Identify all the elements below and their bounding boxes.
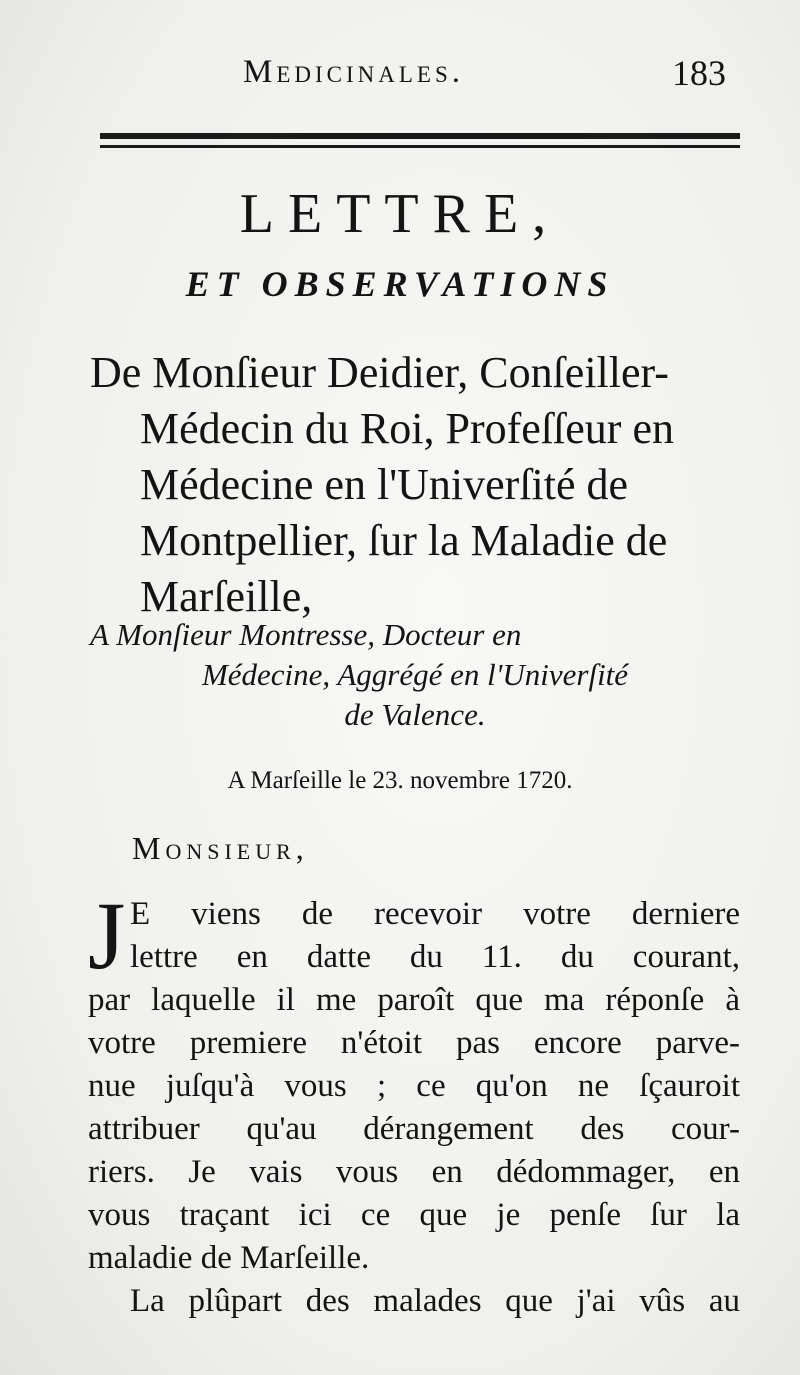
salutation: Monsieur, (132, 830, 309, 866)
running-head: Medicinales. (243, 54, 465, 90)
recipient-line: A Monſieur Montresse, Docteur en (90, 617, 522, 652)
header-rule-thick (100, 133, 740, 139)
author-block (90, 345, 740, 625)
letter-body (88, 882, 740, 1323)
author-line: Médecine en l'Univerſité de (140, 460, 629, 509)
body-line: lettre en datte du 11. du courant, (130, 939, 740, 975)
recipient-block (90, 615, 740, 735)
letter-subtitle: ET OBSERVATIONS (185, 264, 615, 304)
page-header (0, 48, 800, 98)
body-line: par laquelle il me paroît que ma réponſe à (88, 982, 740, 1018)
place-date: A Marſeille le 23. novembre 1720. (227, 767, 573, 794)
recipient-line: de Valence. (344, 697, 486, 732)
author-line: Montpellier, ſur la Maladie de (140, 516, 668, 565)
body-line: maladie de Marſeille. (88, 1240, 370, 1276)
author-line: Médecin du Roi, Profeſſeur en (140, 404, 674, 453)
body-line: riers. Je vais vous en dédommager, en (88, 1154, 740, 1190)
body-line: attribuer qu'au dérangement des cour- (88, 1111, 740, 1147)
body-line: votre premiere n'étoit pas encore parve- (88, 1025, 740, 1061)
author-line: De Monſieur Deidier, Conſeiller- (90, 348, 669, 397)
drop-capital: J (88, 882, 126, 989)
body-line: La plûpart des malades que j'ai vûs au (130, 1283, 740, 1319)
author-line: Marſeille, (140, 572, 313, 621)
body-line: E viens de recevoir votre derniere (130, 896, 740, 932)
page-number: 183 (672, 53, 726, 93)
body-line: vous traçant ici ce que je penſe ſur la (88, 1197, 740, 1233)
body-line: nue juſqu'à vous ; ce qu'on ne ſçauroit (88, 1068, 740, 1104)
recipient-line: Médecine, Aggrégé en l'Univerſité (201, 657, 629, 692)
letter-title: LETTRE, (239, 183, 561, 245)
header-rule-thin (100, 145, 740, 148)
